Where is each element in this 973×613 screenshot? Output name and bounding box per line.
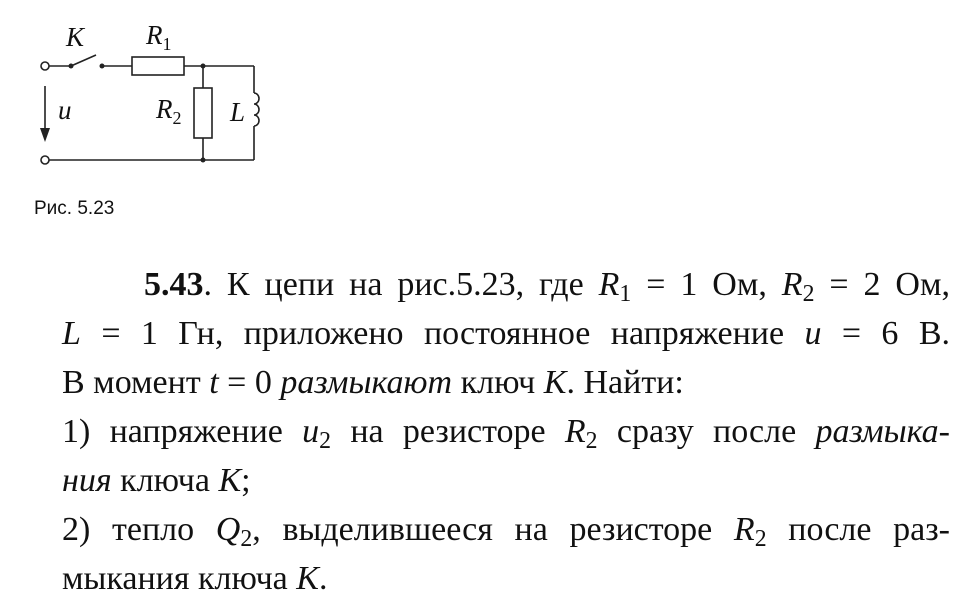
- input-terminal-bottom: [41, 156, 49, 164]
- switch-label: K: [66, 22, 85, 52]
- input-terminal-top: [41, 62, 49, 70]
- inductor-l: [254, 93, 259, 126]
- problem-text: [62, 260, 950, 603]
- r2-label: $R_2$: [156, 94, 182, 128]
- switch-blade: [71, 55, 96, 66]
- question-1-line-2: ния ключа K;: [62, 462, 251, 499]
- r1-label: $R_1$: [146, 20, 172, 54]
- resistor-r1: [132, 57, 184, 75]
- question-2-line-1: 2) тепло $Q_2$, выделившееся на резисторе $R_2$ после раз-: [62, 511, 950, 552]
- problem-number: 5.43: [144, 266, 204, 303]
- circuit-diagram: [0, 0, 300, 190]
- resistor-r2: [194, 88, 212, 138]
- voltage-label: u: [58, 95, 72, 125]
- problem-line-1: 5.43. К цепи на рис.5.23, где $R_1 = 1$ Ом, $R_2 = 2$ Ом,: [144, 266, 950, 307]
- figure-caption: Рис. 5.23: [34, 198, 115, 219]
- problem-line-3: В момент t = 0 размыкают ключ K. Найти:: [62, 364, 684, 401]
- question-1-line-1: 1) напряжение $u_2$ на резисторе $R_2$ сразу после размыка-: [62, 413, 951, 454]
- question-2-line-2: мыкания ключа K.: [62, 560, 328, 597]
- problem-line-2: L = 1 Гн, приложено постоянное напряжение u = 6 В.: [62, 315, 950, 352]
- inductor-label: L: [230, 97, 246, 127]
- voltage-arrow-head: [40, 128, 50, 142]
